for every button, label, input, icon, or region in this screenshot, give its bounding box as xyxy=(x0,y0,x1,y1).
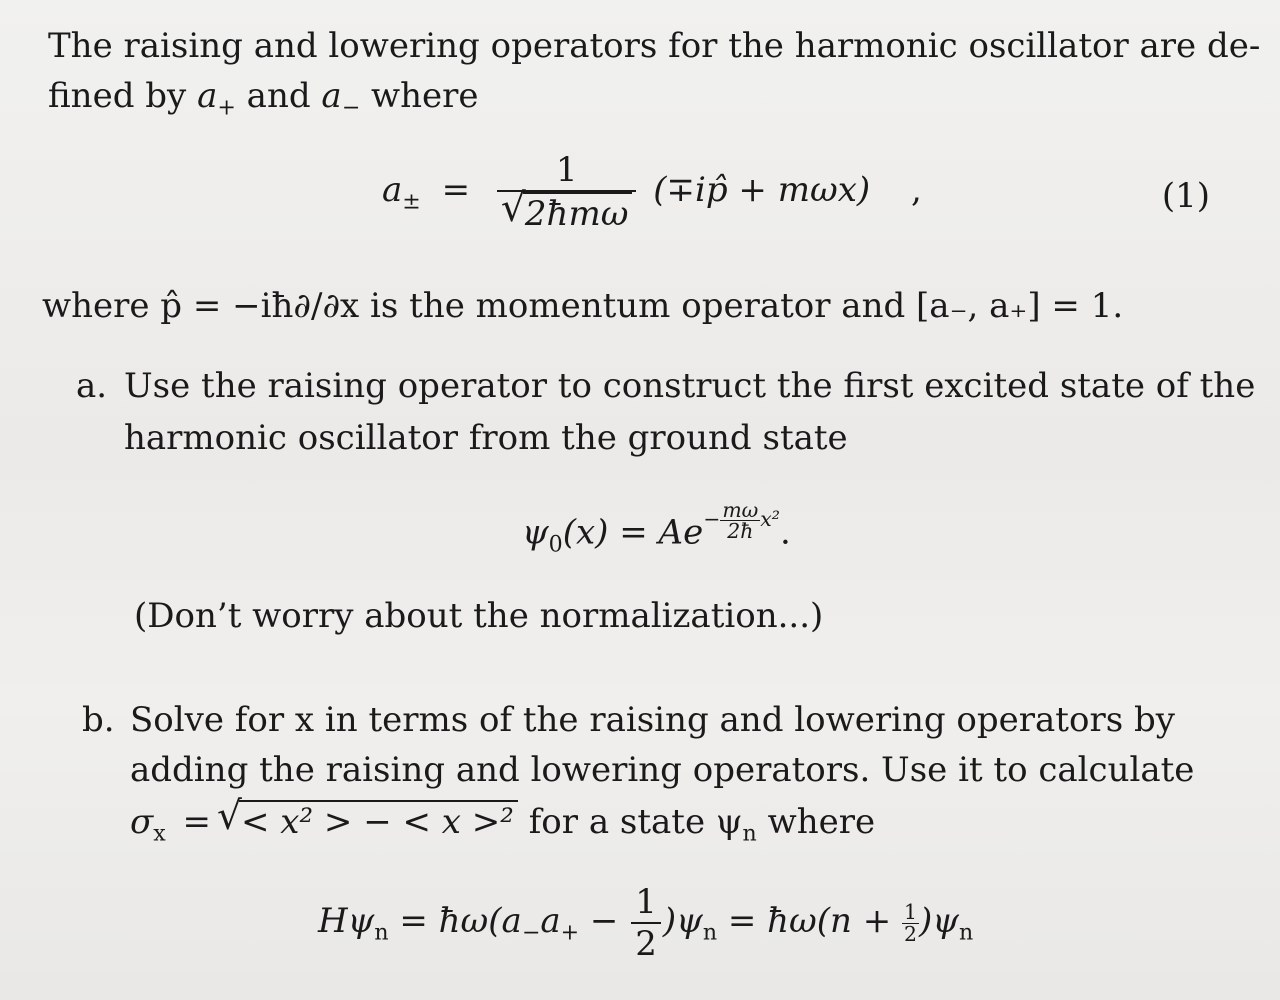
part-b-line-1: Solve for x in terms of the raising and lowering operators by xyxy=(130,700,1175,740)
part-a-label: a. xyxy=(76,366,108,406)
equation-number: (1) xyxy=(1161,176,1210,216)
hamiltonian-equation: $H\psi_n$ = $ħ\omega(a_-a_+$ − $\frac{1}{2}$ )$\psi_n$ = ħω(n + $\frac{1}{2}$ )$\psi_n$ xyxy=(318,882,974,964)
eq1-fraction: 1 √ 2ħmω xyxy=(497,150,637,234)
part-b-label: b. xyxy=(82,700,115,740)
ground-state-equation: $\psi_0(x) = Ae^{- \frac{m\omega}{2ħ} x^2}$. xyxy=(522,498,791,558)
momentum-line: where p̂ = −iħ∂/∂x is the momentum operator and [a₋, a₊] = 1. xyxy=(42,286,1124,326)
normalization-note: (Don’t worry about the normalization...) xyxy=(134,596,824,636)
part-a-line-2: harmonic oscillator from the ground state xyxy=(124,418,848,458)
intro-line-2: fined by $a_+$ and $a_-$ where xyxy=(48,76,479,121)
sigma-line: $\sigma_x$ =√ < x² > − < x >² for a state $\psi_n$ where xyxy=(130,800,875,847)
intro-line-1: The raising and lowering operators for the harmonic oscillator are de- xyxy=(48,26,1261,66)
part-b-line-2: adding the raising and lowering operators. Use it to calculate xyxy=(130,750,1195,790)
part-a-line-1: Use the raising operator to construct the first excited state of the xyxy=(124,366,1256,406)
equation-1: $a_\pm$ = 1 √ 2ħmω (∓ip̂ + mωx) , xyxy=(382,150,922,234)
